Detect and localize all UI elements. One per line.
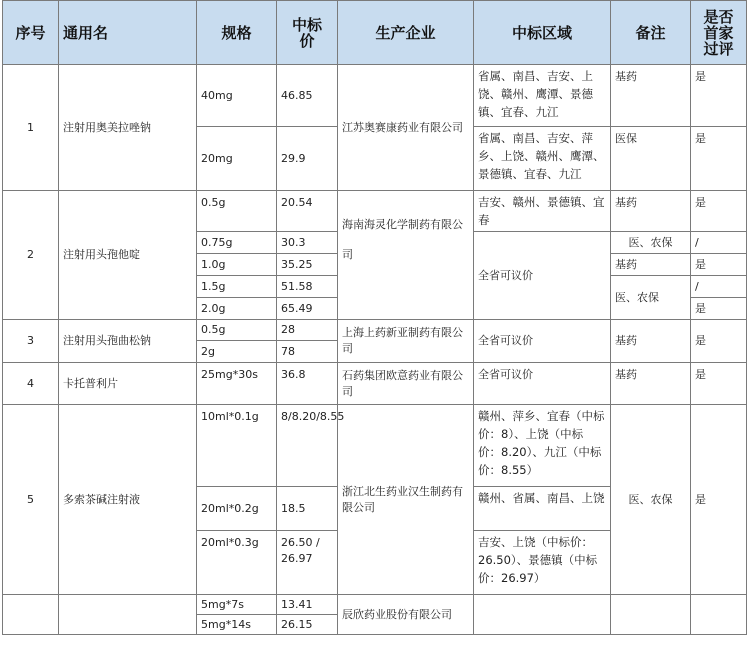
drug-price: 36.8 — [277, 363, 338, 405]
drug-name: 注射用头孢曲松钠 — [59, 320, 197, 363]
drug-spec: 0.5g — [197, 320, 277, 341]
drug-maker: 石药集团欧意药业有限公司 — [338, 363, 474, 405]
drug-price: 35.25 — [277, 254, 338, 276]
drug-spec: 0.5g — [197, 191, 277, 232]
drug-note: 基药 — [611, 254, 691, 276]
drug-first: 是 — [691, 254, 747, 276]
drug-first: / — [691, 276, 747, 298]
drug-seq: 1 — [3, 65, 59, 191]
drug-price: 29.9 — [277, 127, 338, 191]
drug-region: 赣州、萍乡、宜春（中标价：8）、上饶（中标价：8.20）、九江（中标价：8.55） — [474, 405, 611, 487]
header-seq: 序号 — [3, 1, 59, 65]
drug-price: 51.58 — [277, 276, 338, 298]
drug-seq: 2 — [3, 191, 59, 320]
drug-name — [59, 595, 197, 635]
drug-first: 是 — [691, 363, 747, 405]
drug-price: 28 — [277, 320, 338, 341]
drug-region: 吉安、上饶（中标价：26.50）、景德镇（中标价：26.97） — [474, 531, 611, 595]
drug-seq — [3, 595, 59, 635]
drug-spec: 20mg — [197, 127, 277, 191]
header-price-line2: 价 — [299, 31, 315, 50]
header-price-line1: 中标 — [291, 15, 322, 34]
drug-region: 全省可议价 — [474, 232, 611, 320]
drug-note: 基药 — [611, 363, 691, 405]
drug-region: 省属、南昌、吉安、上饶、赣州、鹰潭、景德镇、宜春、九江 — [474, 65, 611, 127]
drug-first — [691, 595, 747, 635]
drug-maker: 辰欣药业股份有限公司 — [338, 595, 474, 635]
drug-price: 46.85 — [277, 65, 338, 127]
drug-note — [611, 595, 691, 635]
drug-seq: 3 — [3, 320, 59, 363]
header-region: 中标区域 — [474, 1, 611, 65]
drug-spec: 5mg*7s — [197, 595, 277, 615]
drug-spec: 2g — [197, 341, 277, 363]
drug-region — [474, 595, 611, 635]
drug-region: 省属、南昌、吉安、萍乡、上饶、赣州、鹰潭、景德镇、宜春、九江 — [474, 127, 611, 191]
drug-first: 是 — [691, 127, 747, 191]
bid-results-table — [2, 0, 747, 635]
drug-first: 是 — [691, 320, 747, 363]
drug-maker-text: 海南海灵化学制药有限公司 — [342, 218, 463, 261]
drug-region: 全省可议价 — [474, 363, 611, 405]
header-first — [691, 1, 747, 65]
drug-spec: 5mg*14s — [197, 615, 277, 635]
drug-maker: 浙江北生药业汉生制药有限公司 — [338, 405, 474, 595]
header-maker: 生产企业 — [338, 1, 474, 65]
drug-first: 是 — [691, 405, 747, 595]
drug-price: 26.15 — [277, 615, 338, 635]
drug-region: 全省可议价 — [474, 320, 611, 363]
drug-spec: 1.5g — [197, 276, 277, 298]
drug-price: 26.50 / 26.97 — [277, 531, 338, 595]
header-spec: 规格 — [197, 1, 277, 65]
drug-seq: 5 — [3, 405, 59, 595]
drug-spec: 25mg*30s — [197, 363, 277, 405]
drug-price: 78 — [277, 341, 338, 363]
drug-price: 65.49 — [277, 298, 338, 320]
drug-spec: 10ml*0.1g — [197, 405, 277, 487]
table-row — [3, 65, 747, 127]
drug-first: 是 — [691, 298, 747, 320]
drug-spec: 20ml*0.2g — [197, 487, 277, 531]
drug-first: 是 — [691, 191, 747, 232]
table-row — [3, 191, 747, 232]
header-first-line1: 是否 — [703, 7, 734, 26]
drug-spec: 0.75g — [197, 232, 277, 254]
table-row — [3, 405, 747, 487]
drug-name: 卡托普利片 — [59, 363, 197, 405]
header-first-line3: 过评 — [703, 39, 734, 58]
drug-spec: 2.0g — [197, 298, 277, 320]
drug-region: 赣州、省属、南昌、上饶 — [474, 487, 611, 531]
header-first-line2: 首家 — [703, 23, 734, 42]
drug-price: 13.41 — [277, 595, 338, 615]
drug-price: 20.54 — [277, 191, 338, 232]
header-price — [277, 1, 338, 65]
drug-note: 医、农保 — [611, 405, 691, 595]
drug-spec: 20ml*0.3g — [197, 531, 277, 595]
drug-note: 基药 — [611, 65, 691, 127]
drug-spec: 1.0g — [197, 254, 277, 276]
drug-maker: 上海上药新亚制药有限公司 — [338, 320, 474, 363]
drug-maker: 江苏奥赛康药业有限公司 — [338, 65, 474, 191]
drug-region: 吉安、赣州、景德镇、宜春 — [474, 191, 611, 232]
drug-note: 医保 — [611, 127, 691, 191]
drug-price: 18.5 — [277, 487, 338, 531]
drug-seq: 4 — [3, 363, 59, 405]
header-note: 备注 — [611, 1, 691, 65]
drug-first: 是 — [691, 65, 747, 127]
drug-maker — [338, 191, 474, 320]
drug-name: 注射用奥美拉唑钠 — [59, 65, 197, 191]
drug-note: 医、农保 — [611, 232, 691, 254]
header-name: 通用名 — [59, 1, 197, 65]
drug-name: 注射用头孢他啶 — [59, 191, 197, 320]
header-row — [3, 1, 747, 65]
drug-first: / — [691, 232, 747, 254]
table-row — [3, 320, 747, 341]
table-row — [3, 363, 747, 405]
drug-note: 基药 — [611, 320, 691, 363]
table-row — [3, 595, 747, 615]
drug-spec: 40mg — [197, 65, 277, 127]
drug-price: 8/8.20/8.55 — [277, 405, 338, 487]
drug-name: 多索茶碱注射液 — [59, 405, 197, 595]
drug-price: 30.3 — [277, 232, 338, 254]
drug-note: 医、农保 — [611, 276, 691, 320]
drug-note: 基药 — [611, 191, 691, 232]
